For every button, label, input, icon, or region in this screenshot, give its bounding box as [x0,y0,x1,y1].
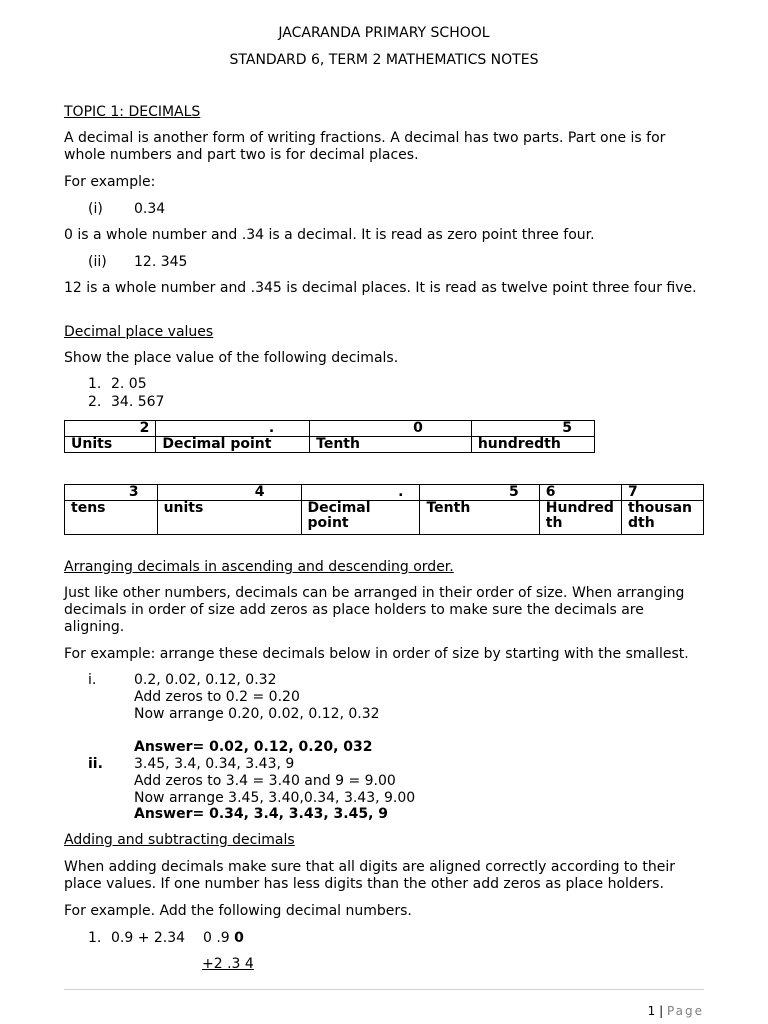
table-row [65,485,704,501]
work-line: Now arrange 0.20, 0.02, 0.12, 0.32 [134,706,380,722]
table-cell: 0 [310,421,472,437]
list-item-value: 34. 567 [111,394,165,410]
example-2-text: 12 is a whole number and .345 is decimal places. It is read as twelve point three four five. [64,280,697,296]
list-item-number: 1. [88,930,102,946]
table-cell: Tenth [310,437,472,453]
roman-item-label: ii. [88,756,103,772]
place-values-instruction: Show the place value of the following decimals. [64,350,399,366]
work-line: 0.2, 0.02, 0.12, 0.32 [134,672,277,688]
school-name: JACARANDA PRIMARY SCHOOL [278,25,490,41]
table-cell: 3 [65,485,158,501]
example-2-value: 12. 345 [134,254,188,270]
column-work-line: +2 .3 4 [202,956,254,972]
example-1-label: (i) [88,201,103,217]
adding-paragraph: When adding decimals make sure that all digits are aligned correctly according to their place values. If one number has less digits than the other add zeros as place holders. [64,859,676,892]
table-cell: hundredth [471,437,594,453]
page-number: 1 [647,1004,656,1018]
table-cell: . [301,485,420,501]
list-item-value: 2. 05 [111,376,147,392]
example-1-value: 0.34 [134,201,166,217]
example-1-text: 0 is a whole number and .34 is a decimal. It is read as zero point three four. [64,227,595,243]
table-cell: Decimal point [301,501,420,535]
answer-line: Answer= 0.34, 3.4, 3.43, 3.45, 9 [134,806,389,822]
table-cell: 5 [471,421,594,437]
page-footer [648,1004,704,1018]
table-cell: Decimal point [156,437,310,453]
table-cell: Tenth [420,501,539,535]
column-work-line [203,930,244,947]
adding-heading: Adding and subtracting decimals [64,832,295,848]
arranging-paragraph: Just like other numbers, decimals can be arranged in their order of size. When arranging decimals in order of size add zeros as place holders to make sure the decimals are aligning. [64,585,685,635]
arranging-example: For example: arrange these decimals below in order of size by starting with the smallest. [64,646,689,662]
footer-divider [64,989,704,990]
table-cell: 6 [539,485,621,501]
answer-line: Answer= 0.02, 0.12, 0.20, 032 [134,739,373,755]
table-cell: thousandth [622,501,704,535]
table-cell: 7 [622,485,704,501]
table-cell: 4 [157,485,301,501]
addition-expression: 0.9 + 2.34 [111,930,186,946]
place-values-heading: Decimal place values [64,324,214,340]
table-row [65,437,595,453]
list-item-number: 2. [88,394,102,410]
for-example-label: For example: [64,174,156,190]
table-cell: units [157,501,301,535]
roman-item-label: i. [88,672,97,688]
intro-paragraph: A decimal is another form of writing fractions. A decimal has two parts. Part one is for whole numbers and part two is for decimal places. [64,130,666,163]
work-line: Add zeros to 3.4 = 3.40 and 9 = 9.00 [134,773,396,789]
table-cell: 5 [420,485,539,501]
page-label: Page [666,1004,704,1018]
arranging-heading: Arranging decimals in ascending and descending order. [64,559,454,575]
table-cell: . [156,421,310,437]
place-value-table-2 [64,484,704,535]
footer-separator: | [659,1004,664,1018]
column-work-digits: 0 .9 [203,930,230,946]
table-row [65,501,704,535]
topic-title: TOPIC 1: DECIMALS [64,104,201,120]
table-cell: 2 [65,421,156,437]
document-subtitle: STANDARD 6, TERM 2 MATHEMATICS NOTES [229,52,539,68]
work-line: Now arrange 3.45, 3.40,0.34, 3.43, 9.00 [134,790,416,806]
work-line: 3.45, 3.4, 0.34, 3.43, 9 [134,756,295,772]
place-value-table-1 [64,420,595,453]
table-cell: tens [65,501,158,535]
table-cell: Hundredth [539,501,621,535]
placeholder-zero: 0 [234,930,244,946]
example-2-label: (ii) [88,254,107,270]
table-row [65,421,595,437]
adding-example: For example. Add the following decimal numbers. [64,903,412,919]
table-cell: Units [65,437,156,453]
list-item-number: 1. [88,376,102,392]
work-line: Add zeros to 0.2 = 0.20 [134,689,300,705]
